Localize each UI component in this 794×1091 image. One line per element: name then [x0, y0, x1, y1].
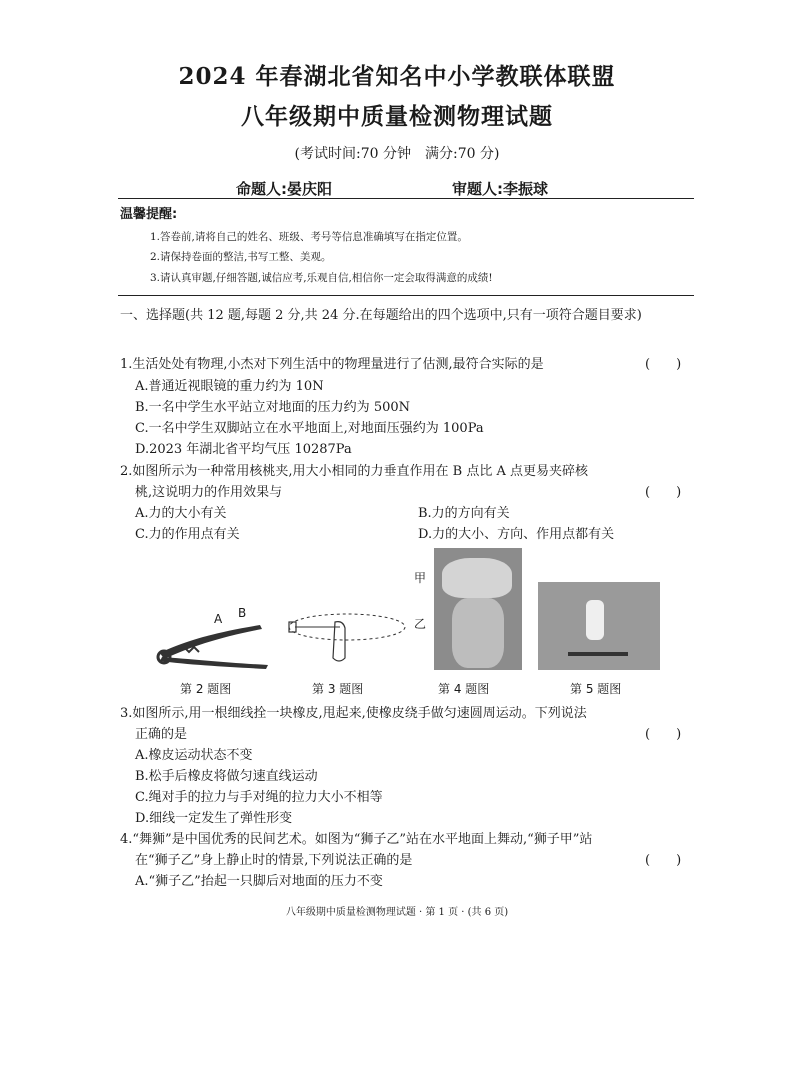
answer-blank: ( )	[645, 485, 682, 500]
question-4-stem: 4.“舞狮”是中国优秀的民间艺术。如图为“狮子乙”站在水平地面上舞动,“狮子甲”站	[120, 832, 593, 847]
question-3-option: C.绳对手的拉力与手对绳的拉力大小不相等	[135, 790, 383, 805]
question-2-option: B.力的方向有关	[418, 506, 510, 521]
question-2-option: D.力的大小、方向、作用点都有关	[418, 527, 615, 542]
section-heading: 一、选择题(共 12 题,每题 2 分,共 24 分.在每题给出的四个选项中,只有一项符合题目要求)	[120, 308, 642, 323]
tips-heading: 温馨提醒:	[120, 207, 178, 222]
tips-divider	[118, 295, 694, 296]
answer-blank: ( )	[645, 853, 682, 868]
figure-caption: 第 2 题图	[180, 682, 232, 696]
setter-name: 命题人:晏庆阳	[236, 180, 332, 198]
question-1-option: B.一名中学生水平站立对地面的压力约为 500N	[135, 400, 411, 415]
question-1-stem: 1.生活处处有物理,小杰对下列生活中的物理量进行了估测,最符合实际的是	[120, 357, 544, 372]
question-1-option: D.2023 年湖北省平均气压 10287Pa	[135, 442, 352, 457]
question-1-option: C.一名中学生双脚站立在水平地面上,对地面压强约为 100Pa	[135, 421, 484, 436]
question-2-stem: 2.如图所示为一种常用核桃夹,用大小相同的力垂直作用在 B 点比 A 点更易夹碎核	[120, 464, 589, 479]
question-3-option: B.松手后橡皮将做匀速直线运动	[135, 769, 318, 784]
exam-info: (考试时间:70 分钟 满分:70 分)	[294, 146, 500, 162]
question-1-option: A.普通近视眼镜的重力约为 10N	[135, 379, 324, 394]
tip-item: 3.请认真审题,仔细答题,诚信应考,乐观自信,相信你一定会取得满意的成绩!	[150, 272, 493, 284]
label-jia: 甲	[414, 571, 427, 585]
page-footer: 八年级期中质量检测物理试题 · 第 1 页 · (共 6 页)	[285, 907, 509, 918]
nutcracker-figure	[150, 605, 275, 675]
point-label-a: A	[214, 612, 223, 626]
answer-blank: ( )	[645, 357, 682, 372]
exam-title-line1: 2024 年春湖北省知名中小学教联体联盟	[178, 63, 616, 90]
label-yi: 乙	[414, 617, 427, 631]
question-4-option: A.“狮子乙”抬起一只脚后对地面的压力不变	[135, 874, 383, 889]
exam-title-line2: 八年级期中质量检测物理试题	[241, 103, 553, 130]
question-3-stem: 3.如图所示,用一根细线拴一块橡皮,甩起来,使橡皮绕手做匀速圆周运动。下列说法	[120, 706, 587, 721]
question-2-option: C.力的作用点有关	[135, 527, 240, 542]
point-label-b: B	[238, 606, 247, 620]
header-divider	[118, 198, 694, 199]
figure-caption: 第 4 题图	[438, 682, 490, 696]
figure-caption: 第 3 题图	[312, 682, 364, 696]
question-2-option: A.力的大小有关	[135, 506, 227, 521]
figure-caption: 第 5 题图	[570, 682, 622, 696]
question-3-stem: 正确的是	[135, 727, 188, 742]
tip-item: 2.请保持卷面的整洁,书写工整、美观。	[150, 251, 332, 263]
answer-blank: ( )	[645, 727, 682, 742]
question-3-option: D.细线一定发生了弹性形变	[135, 811, 293, 826]
question-4-stem: 在“狮子乙”身上静止时的情景,下列说法正确的是	[135, 853, 413, 868]
question-3-option: A.橡皮运动状态不变	[135, 748, 253, 763]
question-2-stem: 桃,这说明力的作用效果与	[135, 485, 283, 500]
reviewer-name: 审题人:李振球	[452, 180, 548, 198]
scooter-photo	[538, 582, 660, 670]
circular-motion-figure	[285, 610, 410, 675]
tip-item: 1.答卷前,请将自己的姓名、班级、考号等信息准确填写在指定位置。	[150, 231, 468, 243]
lion-dance-photo	[434, 548, 522, 670]
